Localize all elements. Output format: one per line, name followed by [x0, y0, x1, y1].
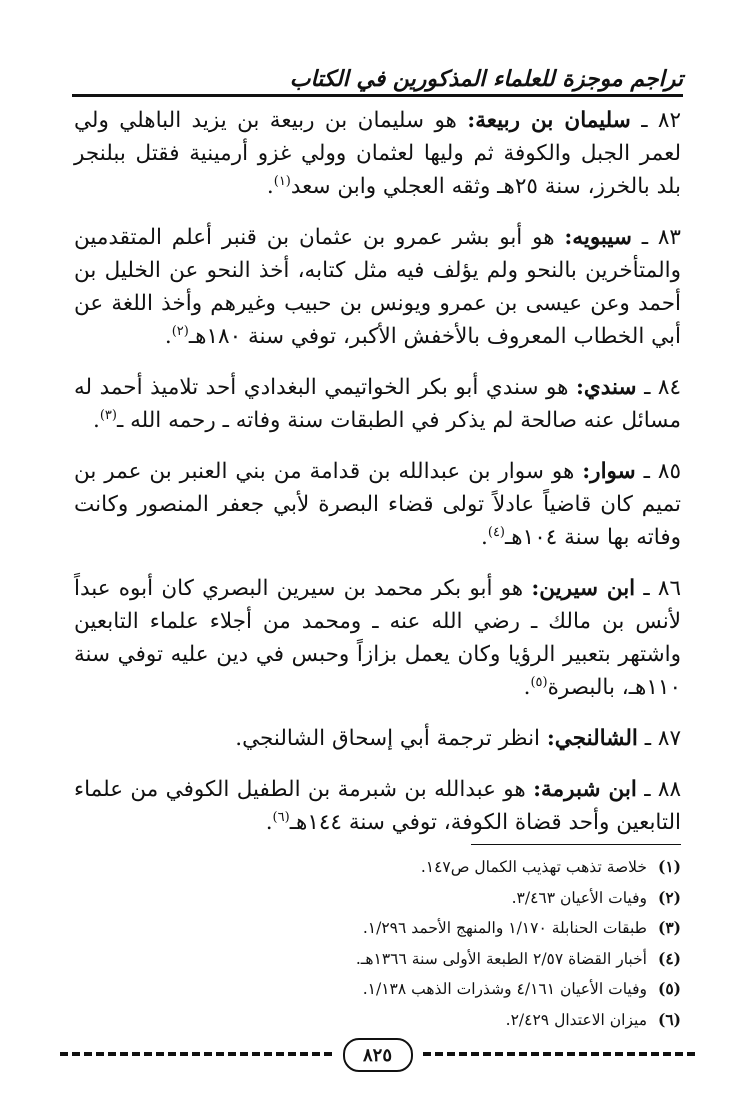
- entry-number: ٨٢ ـ: [641, 108, 681, 133]
- entry-tail: .: [92, 408, 100, 433]
- header-title: تراجم موجزة للعلماء المذكورين في الكتاب: [289, 66, 683, 92]
- entry-number: ٨٦ ـ: [643, 576, 681, 601]
- footnote-ref[interactable]: (٣): [99, 407, 117, 423]
- footnote-text: وفيات الأعيان ٣/٤٦٣.: [511, 888, 647, 907]
- footnote-number: (٢): [657, 887, 681, 907]
- footnote-item: [74, 974, 681, 1005]
- entry-number: ٨٧ ـ: [644, 726, 681, 751]
- page-number: ٨٢٥: [343, 1038, 413, 1072]
- footer-ornament-right: [423, 1052, 695, 1056]
- footnote-ref[interactable]: (٢): [171, 323, 189, 339]
- biography-entry: [74, 455, 681, 554]
- entry-name: ابن سيرين:: [531, 576, 636, 601]
- entry-name: سليمان بن ربيعة:: [467, 108, 631, 133]
- entry-text: هو سوار بن عبدالله بن قدامة من بني العنبر بن عمر بن تميم كان قاضياً عادلاً تولى قضاء البصرة لأبي جعفر المنصور وكانت وفاته بها سنة ١٠٤هـ: [74, 459, 681, 550]
- footnote-item: [74, 913, 681, 944]
- footnote-ref[interactable]: (٥): [530, 674, 548, 690]
- entry-name: سوار:: [582, 459, 636, 484]
- footnote-text: وفيات الأعيان ٤/١٦١ وشذرات الذهب ١/١٣٨.: [362, 980, 647, 998]
- footnote-number: (٣): [657, 918, 681, 937]
- footnote-number: (٦): [657, 1009, 681, 1029]
- entry-tail: .: [481, 525, 488, 550]
- footnotes: [74, 852, 681, 1035]
- entry-text: هو سليمان بن ربيعة بن يزيد الباهلي ولي لعمر الجبل والكوفة ثم وليها لعثمان وولي غزو أرمينية فقتل ببلنجر بلد بالخرز، سنة ٢٥هـ وثقه العجلي وابن سعد: [74, 108, 681, 199]
- biography-entry: [74, 104, 681, 203]
- footnote-ref[interactable]: (٦): [272, 809, 290, 825]
- footer-ornament-left: [60, 1052, 332, 1056]
- biography-entry: [74, 773, 681, 839]
- entry-tail: .: [523, 675, 531, 700]
- entry-text: هو سندي أبو بكر الخواتيمي البغدادي أحد تلاميذ أحمد له مسائل عنه صالحة لم يذكر في الطبقات سنة وفاته ـ رحمه الله ـ: [74, 375, 681, 433]
- entry-tail: .: [265, 810, 273, 835]
- entry-tail: .: [266, 174, 274, 199]
- page-footer: [60, 1038, 695, 1070]
- footnote-rule: [471, 844, 681, 845]
- entry-text: هو أبو بكر محمد بن سيرين البصري كان أبوه عبداً لأنس بن مالك ـ رضي الله عنه ـ ومحمد من أجلاء علماء التابعين واشتهر بتعبير الرؤيا وكان يعمل بزازاً وحبس في دين عليه توفي سنة ١١٠هـ، بالبصرة: [74, 576, 681, 700]
- footnote-text: ميزان الاعتدال ٢/٤٢٩.: [505, 1010, 647, 1029]
- footnote-ref[interactable]: (٤): [487, 524, 505, 540]
- footnote-text: خلاصة تذهب تهذيب الكمال ص١٤٧.: [420, 858, 647, 876]
- entry-name: سيبويه:: [564, 225, 632, 250]
- entry-tail: .: [164, 324, 172, 349]
- biography-entry: [74, 371, 681, 437]
- entry-text: انظر ترجمة أبي إسحاق الشالنجي.: [235, 726, 541, 751]
- footnote-item: [74, 1005, 681, 1036]
- footnote-item: [74, 944, 681, 975]
- footnote-item: [74, 852, 681, 883]
- footnote-number: (٤): [657, 948, 681, 968]
- entry-text: هو عبدالله بن شبرمة بن الطفيل الكوفي من علماء التابعين وأحد قضاة الكوفة، توفي سنة ١٤٤هـ: [74, 777, 681, 835]
- header-rule: [72, 94, 683, 97]
- biography-entry: [74, 572, 681, 704]
- biography-entry: [74, 722, 681, 755]
- entries-body: [74, 104, 681, 857]
- entry-name: الشالنجي:: [546, 726, 638, 751]
- entry-number: ٨٤ ـ: [644, 375, 681, 400]
- entry-text: هو أبو بشر عمرو بن عثمان بن قنبر أعلم المتقدمين والمتأخرين بالنحو ولم يؤلف فيه مثل كتابه، أخذ النحو عن الخليل بن أحمد وعن عيسى بن عمرو ويونس بن حبيب وغيرهم وأخذ اللغة عن أبي الخطاب المعروف بالأخفش الأكبر، توفي سنة ١٨٠هـ: [74, 225, 681, 349]
- footnote-number: (١): [657, 857, 681, 876]
- entry-name: ابن شبرمة:: [533, 777, 637, 802]
- footnote-number: (٥): [657, 979, 681, 998]
- footnote-text: أخبار القضاة ٢/٥٧ الطبعة الأولى سنة ١٣٦٦هـ.: [355, 949, 647, 968]
- footnote-text: طبقات الحنابلة ١/١٧٠ والمنهج الأحمد ١/٢٩٦.: [362, 919, 647, 937]
- footnote-ref[interactable]: (١): [273, 173, 291, 189]
- entry-number: ٨٣ ـ: [641, 225, 681, 250]
- footnote-item: [74, 883, 681, 914]
- running-header: [72, 48, 683, 92]
- entry-number: ٨٨ ـ: [644, 777, 681, 802]
- biography-entry: [74, 221, 681, 353]
- entry-number: ٨٥ ـ: [643, 459, 681, 484]
- entry-name: سندي:: [576, 375, 637, 400]
